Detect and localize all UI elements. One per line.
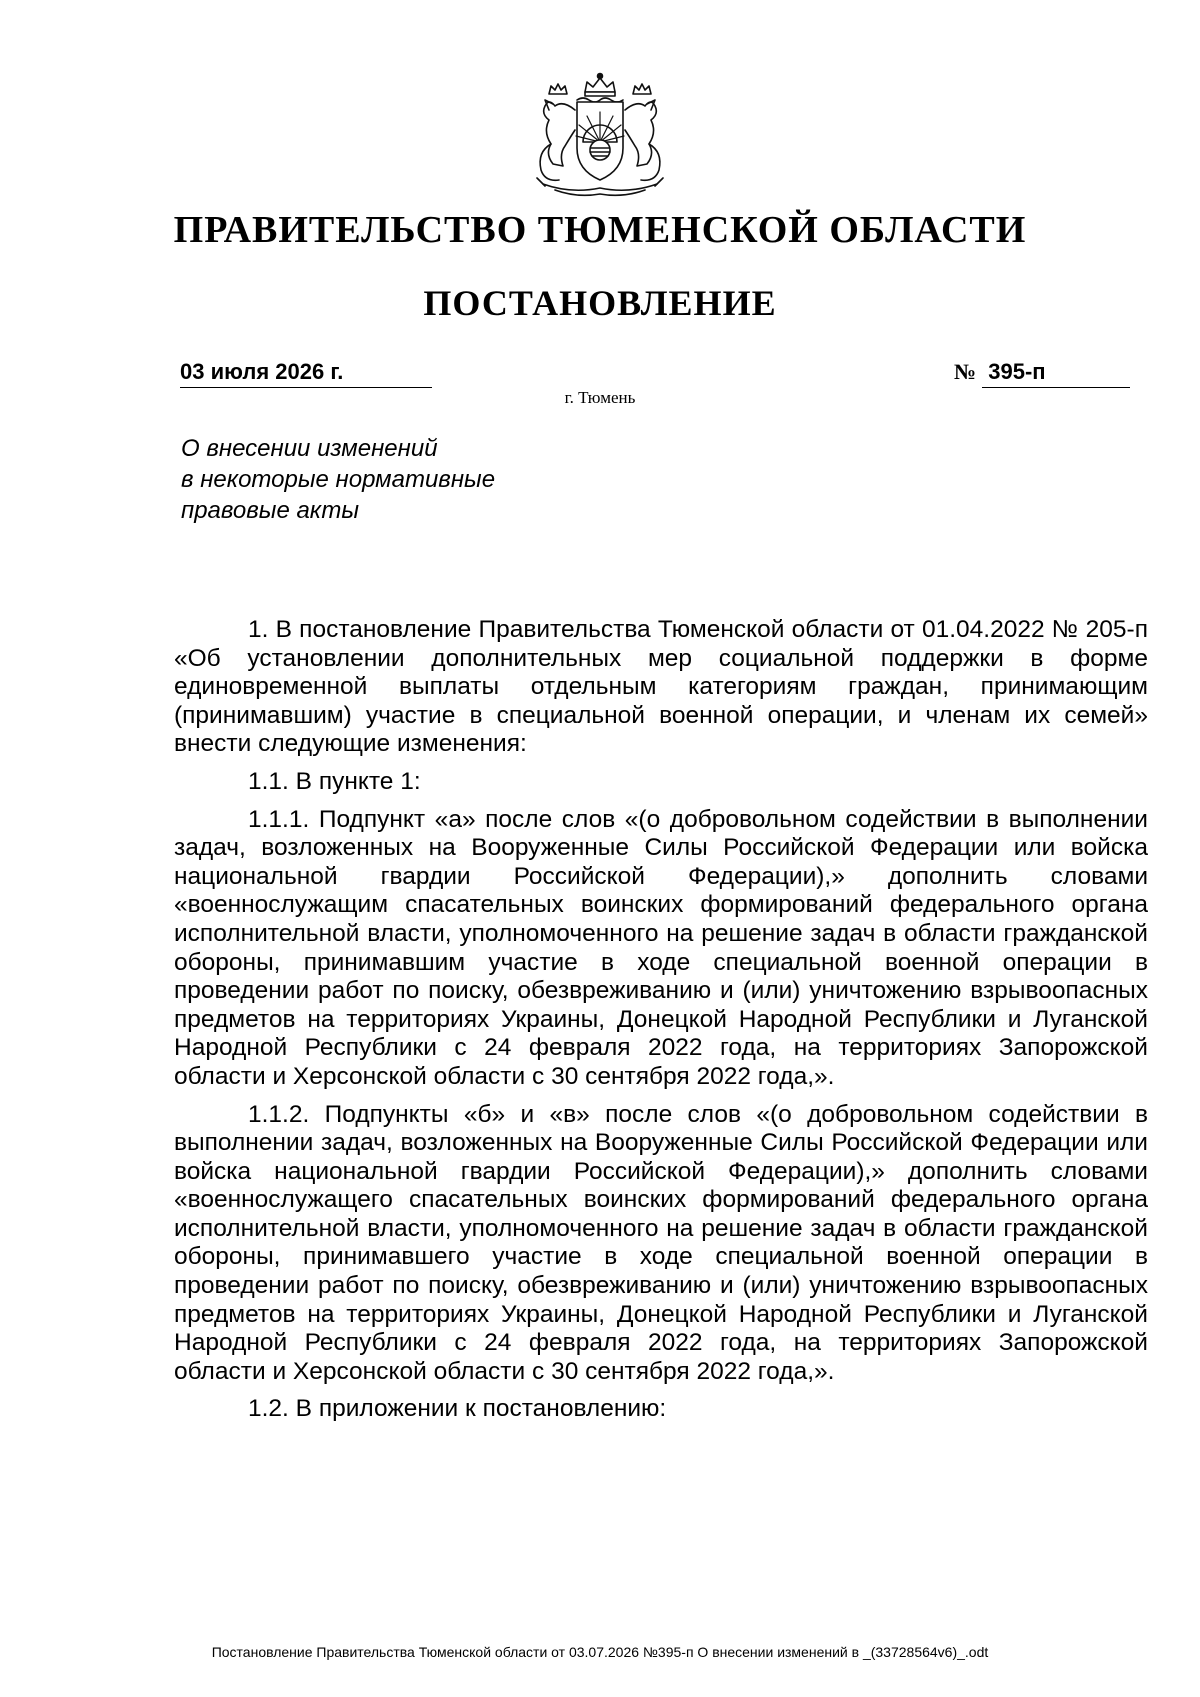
document-body — [174, 616, 1148, 1433]
subject-line: О внесении изменений — [181, 435, 438, 462]
coat-of-arms-icon — [515, 70, 685, 200]
body-paragraph: 1.1.2. Подпункты «б» и «в» после слов «(о добровольном содействии в выполнении задач, возложенных на Вооруженные Силы Российской Федерации или войска национальной гвардии Российской Федерации),» дополнить словами «военнослужащего спасательных воинских формирований федерального органа исполнительной власти, уполномоченного на решение задач в области гражданской обороны, принимавшего участие в ходе специальной военной операции в проведении работ по поиску, обезвреживанию и (или) уничтожению взрывоопасных предметов на территориях Украины, Донецкой Народной Республики и Луганской Народной Республики с 24 февраля 2022 года, на территориях Запорожской области и Херсонской области с 30 сентября 2022 года,». — [174, 1100, 1148, 1385]
number-sign: № — [954, 359, 977, 384]
document-subject — [181, 433, 601, 526]
document-date: 03 июля 2026 г. — [180, 359, 432, 388]
body-paragraph: 1.1. В пункте 1: — [248, 767, 421, 795]
body-paragraph: 1.2. В приложении к постановлению: — [248, 1395, 667, 1423]
subject-line: правовые акты — [181, 497, 360, 524]
body-paragraph: 1. В постановление Правительства Тюменской области от 01.04.2022 № 205-п «Об установлении дополнительных мер социальной поддержки в форме единовременной выплаты отдельным категориям граждан, принимающим (принимавшим) участие в специальной военной операции, и членам их семей» внести следующие изменения: — [174, 616, 1148, 758]
subject-line: в некоторые нормативные — [181, 466, 496, 493]
document-number-block — [954, 359, 1138, 388]
organization-title: ПРАВИТЕЛЬСТВО ТЮМЕНСКОЙ ОБЛАСТИ — [173, 209, 1027, 251]
document-type-title: ПОСТАНОВЛЕНИЕ — [423, 283, 777, 323]
document-city: г. Тюмень — [564, 388, 636, 407]
page-footer: Постановление Правительства Тюменской области от 03.07.2026 №395-п О внесении изменений в _(33728564v6)_.odt — [211, 1644, 989, 1660]
body-paragraph: 1.1.1. Подпункт «а» после слов «(о добровольном содействии в выполнении задач, возложенных на Вооруженные Силы Российской Федерации или войска национальной гвардии Российской Федерации),» дополнить словами «военнослужащим спасательных воинских формирований федерального органа исполнительной власти, уполномоченного на решение задач в области гражданской обороны, принимавшим участие в ходе специальной военной операции в проведении работ по поиску, обезвреживанию и (или) уничтожению взрывоопасных предметов на территориях Украины, Донецкой Народной Республики и Луганской Народной Республики с 24 февраля 2022 года, на территориях Запорожской области и Херсонской области с 30 сентября 2022 года,». — [174, 805, 1148, 1090]
document-number: 395-п — [982, 359, 1130, 388]
